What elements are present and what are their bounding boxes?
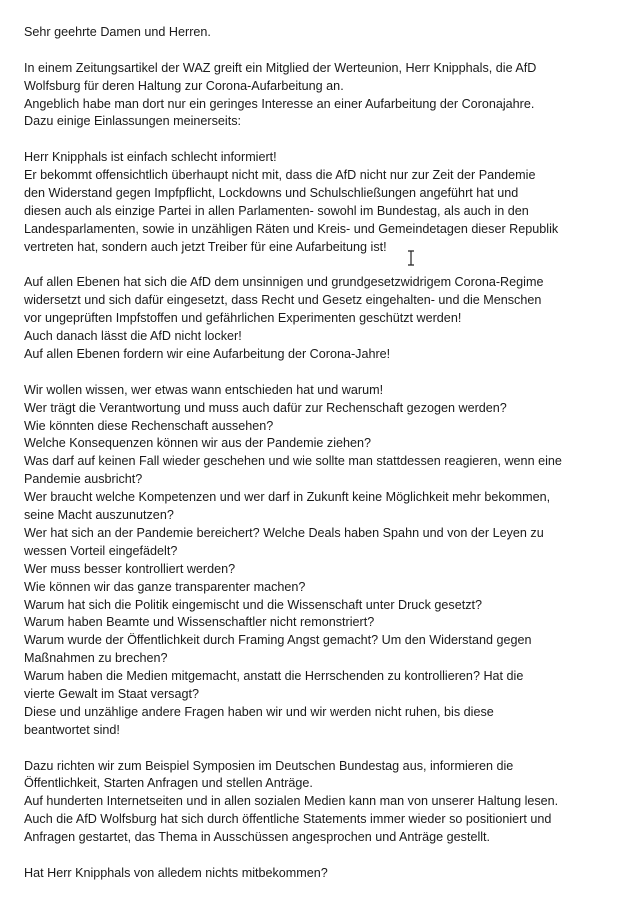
blank-line	[24, 847, 614, 865]
text-line: Angeblich habe man dort nur ein geringes Interesse an einer Aufarbeitung der Coronajahre.	[24, 96, 535, 111]
blank-line	[24, 131, 614, 149]
text-line: Warum hat sich die Politik eingemischt und die Wissenschaft unter Druck gesetzt?	[24, 597, 483, 612]
text-line: Was darf auf keinen Fall wieder geschehen und wie sollte man stattdessen reagieren, wenn eine	[24, 454, 562, 469]
text-line: Wie können wir das ganze transparenter machen?	[24, 579, 306, 594]
text-line: Er bekommt offensichtlich überhaupt nicht mit, dass die AfD nicht nur zur Zeit der Pandemie	[24, 168, 536, 183]
text-line: Wer trägt die Verantwortung und muss auch dafür zur Rechenschaft gezogen werden?	[24, 400, 507, 415]
text-line: Pandemie ausbricht?	[24, 472, 143, 487]
text-line: vertreten hat, sondern auch jetzt Treiber für eine Aufarbeitung ist!	[24, 239, 387, 254]
text-line: Hat Herr Knipphals von alledem nichts mitbekommen?	[24, 865, 328, 880]
text-line: vor ungeprüften Impfstoffen und gefährlichen Experimenten geschützt werden!	[24, 311, 462, 326]
text-line: Auf hunderten Internetseiten und in allen sozialen Medien kann man von unserer Haltung lesen.	[24, 794, 559, 809]
text-line: Herr Knipphals ist einfach schlecht informiert!	[24, 150, 277, 165]
blank-line	[24, 740, 614, 758]
text-line: Wie könnten diese Rechenschaft aussehen?	[24, 418, 274, 433]
text-line: In einem Zeitungsartikel der WAZ greift ein Mitglied der Werteunion, Herr Knipphals, die AfD	[24, 60, 537, 75]
text-line: wessen Vorteil eingefädelt?	[24, 543, 178, 558]
text-line: Landesparlamenten, sowie in unzähligen Räten und Kreis- und Gemeindetagen dieser Republik	[24, 221, 559, 236]
blank-line	[24, 257, 614, 275]
text-line: widersetzt und sich dafür eingesetzt, dass Recht und Gesetz eingehalten- und die Menschen	[24, 293, 542, 308]
text-line: Dazu richten wir zum Beispiel Symposien im Deutschen Bundestag aus, informieren die	[24, 758, 514, 773]
text-line: Auf allen Ebenen fordern wir eine Aufarbeitung der Corona-Jahre!	[24, 347, 391, 362]
text-line: beantwortet sind!	[24, 722, 120, 737]
text-line: Wer muss besser kontrolliert werden?	[24, 561, 236, 576]
text-line: Auf allen Ebenen hat sich die AfD dem unsinnigen und grundgesetzwidrigem Corona-Regime	[24, 275, 544, 290]
text-line: seine Macht auszunutzen?	[24, 508, 174, 523]
text-line: Warum wurde der Öffentlichkeit durch Framing Angst gemacht? Um den Widerstand gegen	[24, 633, 532, 648]
text-line: Wer braucht welche Kompetenzen und wer darf in Zukunft keine Möglichkeit mehr bekommen,	[24, 490, 551, 505]
text-line: diesen auch als einzige Partei in allen Parlamenten- sowohl im Bundestag, als auch in den	[24, 203, 529, 218]
text-line: Wer hat sich an der Pandemie bereichert? Welche Deals haben Spahn und von der Leyen zu	[24, 525, 544, 540]
text-line: vierte Gewalt im Staat versagt?	[24, 686, 199, 701]
text-line: Öffentlichkeit, Starten Anfragen und stellen Anträge.	[24, 776, 313, 791]
text-line: Auch die AfD Wolfsburg hat sich durch öffentliche Statements immer wieder so positioniert und	[24, 812, 552, 827]
blank-line	[24, 42, 614, 60]
document-body	[24, 24, 614, 883]
text-line: Anfragen gestartet, das Thema in Ausschüssen angesprochen und Anträge gestellt.	[24, 830, 491, 845]
text-line: Wir wollen wissen, wer etwas wann entschieden hat und warum!	[24, 382, 384, 397]
text-line: den Widerstand gegen Impfpflicht, Lockdowns und Schulschließungen angeführt hat und	[24, 186, 519, 201]
text-line: Warum haben die Medien mitgemacht, anstatt die Herrschenden zu kontrollieren? Hat die	[24, 669, 524, 684]
text-line: Warum haben Beamte und Wissenschaftler nicht remonstriert?	[24, 615, 375, 630]
text-cursor-icon	[406, 250, 416, 266]
text-line: Diese und unzählige andere Fragen haben wir und wir werden nicht ruhen, bis diese	[24, 704, 494, 719]
text-line: Welche Konsequenzen können wir aus der Pandemie ziehen?	[24, 436, 372, 451]
text-line: Maßnahmen zu brechen?	[24, 651, 168, 666]
text-line: Sehr geehrte Damen und Herren.	[24, 25, 211, 39]
text-line: Auch danach lässt die AfD nicht locker!	[24, 329, 242, 344]
text-line: Dazu einige Einlassungen meinerseits:	[24, 114, 242, 129]
blank-line	[24, 364, 614, 382]
text-line: Wolfsburg für deren Haltung zur Corona-Aufarbeitung an.	[24, 78, 344, 93]
